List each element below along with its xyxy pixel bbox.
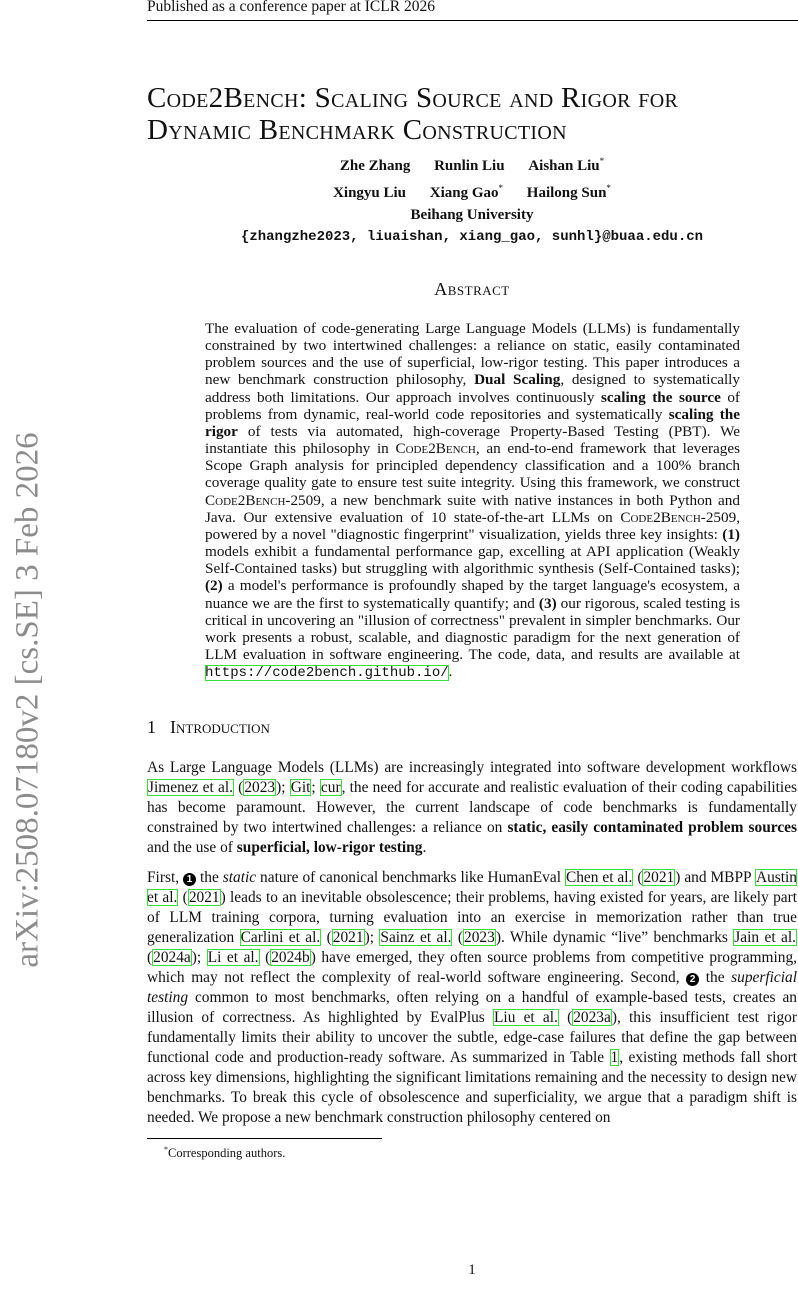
- citation-link[interactable]: Liu et al.: [494, 1009, 558, 1027]
- intro-paragraph-1: [147, 758, 797, 858]
- authors-row-1: [147, 150, 797, 177]
- title-line-2: Dynamic Benchmark Construction: [147, 114, 567, 146]
- text-run: ). While dynamic “live” benchmarks: [495, 929, 734, 947]
- bold-text: superficial, low-rigor testing: [236, 839, 423, 857]
- abstract-heading: Abstract: [434, 279, 510, 299]
- text-run: );: [364, 929, 380, 947]
- bold-text: Dual Scaling: [474, 371, 561, 389]
- text-run: .: [448, 663, 453, 681]
- citation-link[interactable]: Git: [290, 779, 311, 797]
- text-run: (: [633, 869, 643, 887]
- author: Hailong Sun*: [526, 183, 611, 201]
- citation-link[interactable]: 2021: [643, 869, 675, 887]
- bold-text: scaling the source: [600, 388, 721, 406]
- paper-title: [147, 82, 678, 146]
- author-emails: {zhangzhe2023, liuaishan, xiang_gao, sunhl}@buaa.edu.cn: [240, 229, 704, 245]
- citation-link[interactable]: Austin et al.: [147, 869, 797, 907]
- text-run: (: [452, 929, 464, 947]
- footnote: *Corresponding authors.: [164, 1145, 286, 1161]
- section-heading-introduction: [147, 716, 797, 738]
- text-run: of tests via automated, high-coverage Property-Based Testing (PBT). We instantiate this philosophy in: [205, 422, 740, 458]
- system-name: Code2Bench: [395, 440, 476, 458]
- section-title: Introduction: [170, 717, 270, 738]
- text-run: , the need for accurate and realistic evaluation of their coding capabilities has become paramount. However, the current landscape of code benchmarks is fundamentally constrained by two intertwined challenges: a reliance on: [147, 779, 798, 837]
- text-run: , designed to systematically address both limitations. Our approach involves continuously: [205, 371, 740, 406]
- text-run: (: [259, 949, 271, 967]
- text-run: (: [147, 949, 153, 967]
- text-run: ;: [311, 779, 320, 797]
- italic-text: static: [222, 869, 257, 887]
- corresponding-mark: *: [606, 183, 611, 193]
- text-run: nature of canonical benchmarks like HumanEval: [256, 869, 565, 887]
- header-rule: [147, 20, 798, 21]
- citation-link[interactable]: Chen et al.: [565, 869, 633, 887]
- text-run: ) leads to an inevitable obsolescence; their problems, having existed for years, are likely part of LLM training corpora, turning evaluation into an exercise in memorization rather than true generalization: [147, 889, 798, 947]
- intro-paragraph-2: [147, 868, 797, 1128]
- text-run: -2509, powered by a novel "diagnostic fingerprint" visualization, yields three key insights:: [205, 508, 740, 543]
- text-run: ), this insufficient test rigor fundamentally limits their ability to uncover the subtle, edge-case failures that define the gap between functional code and production-ready software. As summarized in Table: [147, 1009, 797, 1067]
- author: Aishan Liu*: [528, 156, 605, 174]
- section-number: 1: [147, 717, 156, 738]
- affiliation: Beihang University: [410, 207, 534, 223]
- text-run: models exhibit a fundamental performance gap, excelling at API application (Weakly Self-Contained tasks) but struggling with algorithmic synthesis (Self-Contained tasks);: [205, 543, 740, 578]
- citation-link[interactable]: 2023a: [573, 1009, 611, 1027]
- text-run: (: [321, 929, 332, 947]
- author: Xingyu Liu: [333, 185, 407, 201]
- citation-link[interactable]: Sainz et al.: [380, 929, 452, 947]
- citation-link[interactable]: Li et al.: [207, 949, 259, 967]
- text-run: -2509, a new benchmark suite with native instances in both Python and Java. Our extensive evaluation of 10 state-of-the-art LLMs on: [205, 491, 740, 526]
- citation-link[interactable]: cur: [320, 779, 341, 797]
- title-line-1: Code2Bench: Scaling Source and Rigor for: [147, 82, 679, 114]
- url-link[interactable]: https://code2bench.github.io/: [205, 665, 449, 682]
- text-run: a model's performance is profoundly shaped by the target language's ecosystem, a nuance we are the first to systematically quantify; and: [205, 577, 740, 612]
- citation-link[interactable]: 2024b: [271, 949, 310, 967]
- corresponding-mark: *: [599, 156, 605, 166]
- text-run: and the use of: [147, 839, 237, 857]
- citation-link[interactable]: 2023: [244, 779, 276, 797]
- text-run: .: [422, 839, 427, 857]
- text-run: common to most benchmarks, often relying on a handful of example-based tests, creates an illusion of correctness. As highlighted by EvalPlus: [147, 989, 797, 1027]
- bold-text: (1): [722, 525, 740, 543]
- text-run: );: [191, 949, 207, 967]
- text-run: (: [178, 889, 188, 907]
- circled-number: 2: [686, 973, 699, 986]
- corresponding-mark: *: [498, 183, 504, 193]
- text-run: the: [196, 869, 223, 887]
- citation-link[interactable]: 2021: [188, 889, 220, 907]
- bold-text: static, easily contaminated problem sources: [507, 819, 797, 837]
- bold-text: (3): [538, 594, 557, 612]
- text-run: of problems from dynamic, real-world code repositories and systematically: [205, 388, 740, 423]
- text-run: (: [233, 779, 244, 797]
- author: Xiang Gao*: [429, 183, 504, 201]
- text-run: the: [699, 969, 732, 987]
- citation-link[interactable]: 2021: [332, 929, 364, 947]
- page-number: 1: [468, 1262, 476, 1279]
- arxiv-stamp: arXiv:2508.07180v2 [cs.SE] 3 Feb 2026: [9, 432, 46, 968]
- bold-text: scaling the rigor: [205, 405, 740, 440]
- text-run: ) have emerged, they often source problems from competitive programming, which may not reflect the complexity of real-world software engineering. Second,: [147, 949, 798, 987]
- citation-link[interactable]: Carlini et al.: [240, 929, 321, 947]
- running-header: Published as a conference paper at ICLR 2026: [147, 0, 435, 15]
- text-run: , existing methods fall short across key dimensions, highlighting the significant limitations remaining and the necessity to design new benchmarks. To break this cycle of obsolescence and superficiality, we argue that a paradigm shift is needed. We propose a new benchmark construction philosophy centered on: [147, 1049, 797, 1127]
- bold-text: (2): [205, 577, 223, 595]
- footnote-rule: [147, 1138, 382, 1139]
- text-run: As Large Language Models (LLMs) are increasingly integrated into software development workflows: [147, 759, 797, 777]
- text-run: First,: [147, 869, 184, 887]
- introduction-body: [147, 758, 797, 1128]
- author: Zhe Zhang: [339, 158, 411, 174]
- citation-link[interactable]: 2023: [464, 929, 495, 947]
- text-run: );: [276, 779, 290, 797]
- author: Runlin Liu: [434, 158, 505, 174]
- text-run: The evaluation of code-generating Large Language Models (LLMs) is fundamentally constrained by two intertwined challenges: a reliance on static, easily contaminated problem sources and the use of superficial, low-rigor testing. This paper introduces a new benchmark construction philosophy,: [205, 320, 740, 389]
- circled-number: 1: [183, 873, 196, 886]
- main-column: [147, 278, 797, 1289]
- text-run: ) and MBPP: [675, 869, 755, 887]
- authors-row-2: [147, 177, 797, 204]
- citation-link[interactable]: Jimenez et al.: [148, 779, 233, 797]
- citation-link[interactable]: Jain et al.: [734, 929, 796, 947]
- system-name: Code2Bench: [620, 508, 701, 526]
- system-name: Code2Bench: [205, 491, 286, 509]
- citation-link[interactable]: 2024a: [153, 949, 191, 967]
- author-block: [147, 150, 797, 248]
- abstract-body: [205, 320, 740, 682]
- text-run: , an end-to-end framework that leverages Scope Graph analysis for principled dependency classification and a 100% branch coverage quality gate to ensure test suite integrity. Using this framework, we construct: [205, 440, 740, 492]
- text-run: our rigorous, scaled testing is critical in uncovering an "illusion of correctness" prevalent in simpler benchmarks. Our work presents a robust, scalable, and diagnostic paradigm for the next generation of LLM evaluation in software engineering. The code, data, and results are available at: [205, 594, 740, 663]
- text-run: (: [558, 1009, 573, 1027]
- citation-link[interactable]: 1: [610, 1049, 619, 1067]
- italic-text: superficial testing: [147, 969, 797, 1007]
